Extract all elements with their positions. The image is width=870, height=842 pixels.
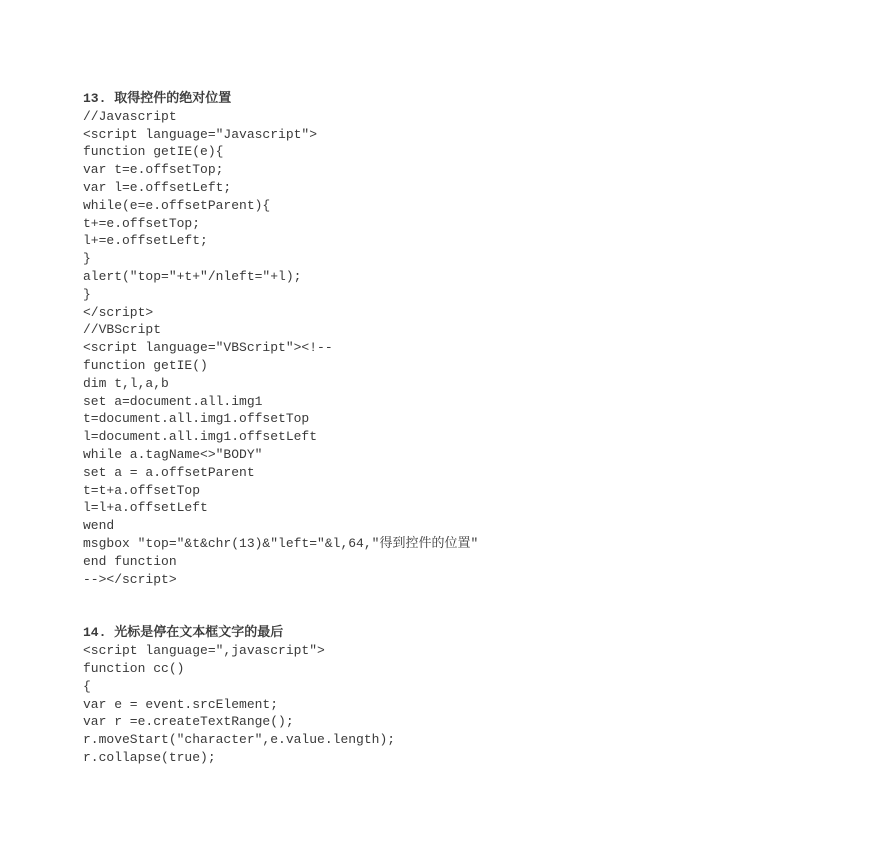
code-line: set a=document.all.img1 bbox=[83, 393, 263, 409]
code-line: wend bbox=[83, 518, 115, 534]
code-line: var e = event.srcElement; bbox=[83, 696, 279, 712]
code-line: function getIE(e){ bbox=[83, 144, 224, 160]
code-line: { bbox=[83, 678, 91, 694]
code-line: <script language="Javascript"> bbox=[83, 126, 318, 142]
code-line: l=document.all.img1.offsetLeft bbox=[83, 429, 318, 445]
code-line: r.collapse(true); bbox=[83, 749, 216, 765]
code-line: </script> bbox=[83, 304, 154, 320]
code-section-13 bbox=[83, 90, 810, 588]
code-line: t=t+a.offsetTop bbox=[83, 482, 201, 498]
code-line: t=document.all.img1.offsetTop bbox=[83, 411, 310, 427]
code-line: t+=e.offsetTop; bbox=[83, 215, 201, 231]
code-line: <script language=",javascript"> bbox=[83, 643, 325, 659]
code-section-14 bbox=[83, 624, 810, 766]
code-line: set a = a.offsetParent bbox=[83, 464, 255, 480]
section-14-title: 14. 光标是停在文本框文字的最后 bbox=[83, 625, 284, 641]
code-line: function cc() bbox=[83, 660, 185, 676]
code-line: var r =e.createTextRange(); bbox=[83, 714, 294, 730]
code-line: //Javascript bbox=[83, 108, 177, 124]
code-line: l=l+a.offsetLeft bbox=[83, 500, 208, 516]
code-line: alert("top="+t+"/nleft="+l); bbox=[83, 268, 302, 284]
code-line: while a.tagName<>"BODY" bbox=[83, 446, 263, 462]
code-line: } bbox=[83, 251, 91, 267]
code-line: end function bbox=[83, 553, 177, 569]
code-line: --></script> bbox=[83, 571, 177, 587]
code-line: var t=e.offsetTop; bbox=[83, 162, 224, 178]
code-line: var l=e.offsetLeft; bbox=[83, 179, 232, 195]
code-line: function getIE() bbox=[83, 357, 208, 373]
section-13-code-block bbox=[83, 108, 810, 589]
code-line: dim t,l,a,b bbox=[83, 375, 169, 391]
code-line: msgbox "top="&t&chr(13)&"left="&l,64,"得到控件的位置" bbox=[83, 535, 479, 551]
code-line: r.moveStart("character",e.value.length); bbox=[83, 732, 396, 748]
code-line: l+=e.offsetLeft; bbox=[83, 233, 208, 249]
code-line: while(e=e.offsetParent){ bbox=[83, 197, 271, 213]
section-14-code-block bbox=[83, 642, 810, 767]
code-line: <script language="VBScript"><!-- bbox=[83, 340, 333, 356]
code-line: } bbox=[83, 286, 91, 302]
code-line: //VBScript bbox=[83, 322, 162, 338]
section-13-title: 13. 取得控件的绝对位置 bbox=[83, 91, 232, 106]
